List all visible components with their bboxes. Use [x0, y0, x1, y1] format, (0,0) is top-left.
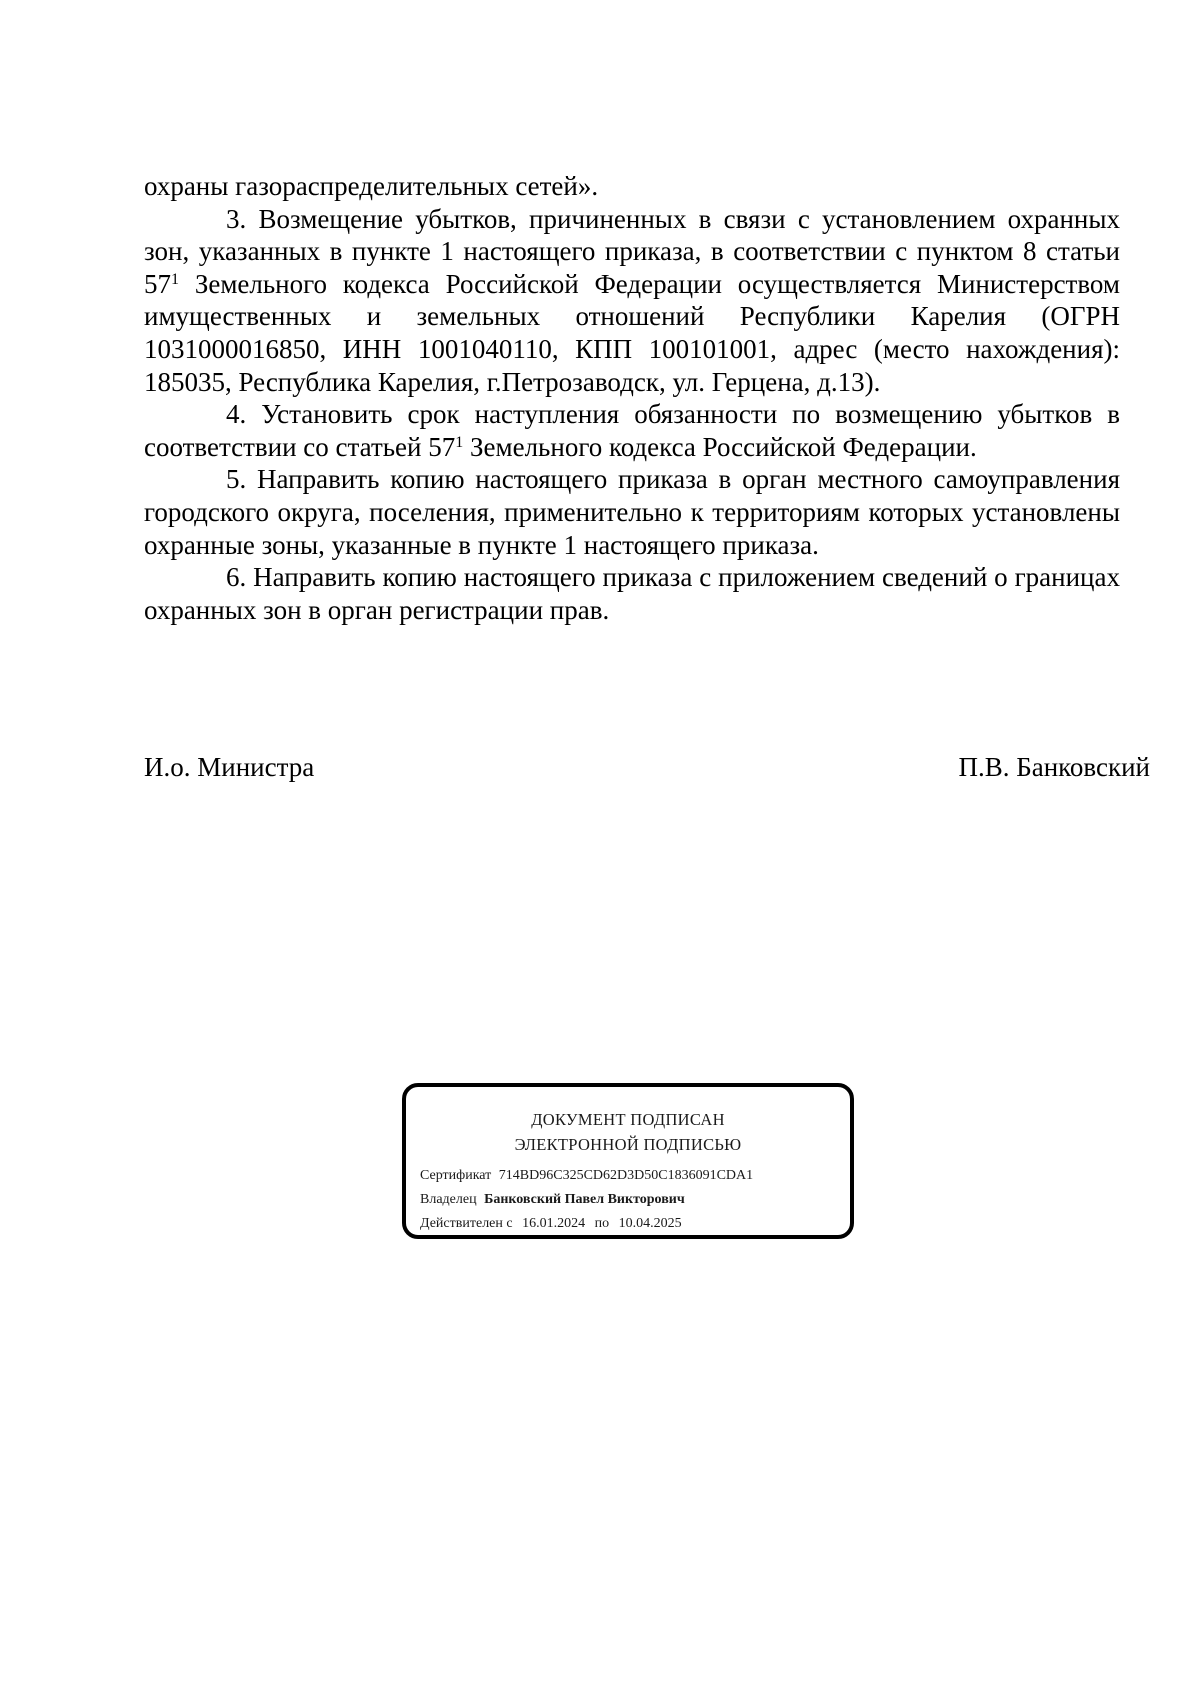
- paragraph-text: Земельного кодекса Российской Федерации осуществляется Министерством имущественных и земельных отношений Республики Карелия (ОГРН 1031000016850, ИНН 1001040110, КПП 100101001, адрес (место нахождения): 185035, Республика Карелия, г.Петрозаводск, ул. Герцена, д.13).: [144, 268, 1120, 397]
- stamp-validity: [420, 1214, 682, 1234]
- certificate-label: Сертификат: [420, 1168, 492, 1183]
- certificate-value: 714BD96C325CD62D3D50C1836091CDA1: [498, 1168, 754, 1183]
- owner-value: Банковский Павел Викторович: [484, 1192, 685, 1207]
- valid-to-label: по: [594, 1216, 610, 1231]
- superscript: 1: [171, 270, 179, 288]
- valid-to-date: 10.04.2025: [618, 1216, 682, 1231]
- paragraph-text: Земельного кодекса Российской Федерации.: [463, 431, 977, 462]
- paragraph-text: 6. Направить копию настоящего приказа с приложением сведений о границах охранных зон в орган регистрации прав.: [144, 562, 1120, 625]
- valid-from-label: Действителен с: [420, 1216, 513, 1231]
- signatory-role: И.о. Министра: [144, 752, 315, 782]
- paragraph-tail: [144, 170, 1120, 203]
- paragraph-4: [144, 398, 1120, 463]
- paragraph-text: 5. Направить копию настоящего приказа в орган местного самоуправления городского округа, поселения, применительно к территориям которых установлены охранные зоны, указанные в пункте 1 настоящего приказа.: [144, 464, 1120, 560]
- paragraph-5: [144, 463, 1120, 561]
- electronic-signature-stamp: [402, 1083, 854, 1239]
- signatory-name: П.В. Банковский: [958, 752, 1150, 782]
- paragraph-text: 4. Установить срок наступления обязанности по возмещению убытков в соответствии со статьей 57: [144, 399, 1120, 462]
- document-body: [144, 170, 1120, 626]
- stamp-certificate: [420, 1166, 753, 1186]
- paragraph-3: [144, 203, 1120, 399]
- paragraph-text: охраны газораспределительных сетей».: [144, 171, 599, 201]
- paragraph-6: [144, 561, 1120, 626]
- stamp-title: [406, 1107, 850, 1157]
- superscript: 1: [455, 433, 464, 451]
- owner-label: Владелец: [420, 1192, 477, 1207]
- valid-from-date: 16.01.2024: [522, 1216, 586, 1231]
- paragraph-text: 3. Возмещение убытков, причиненных в связи с установлением охранных зон, указанных в пункте 1 настоящего приказа, в соответствии с пунктом 8 статьи 57: [144, 203, 1120, 299]
- stamp-owner: [420, 1190, 685, 1210]
- stamp-title-line-1: ДОКУМЕНТ ПОДПИСАН: [531, 1110, 725, 1129]
- stamp-title-line-2: ЭЛЕКТРОННОЙ ПОДПИСЬЮ: [514, 1135, 742, 1154]
